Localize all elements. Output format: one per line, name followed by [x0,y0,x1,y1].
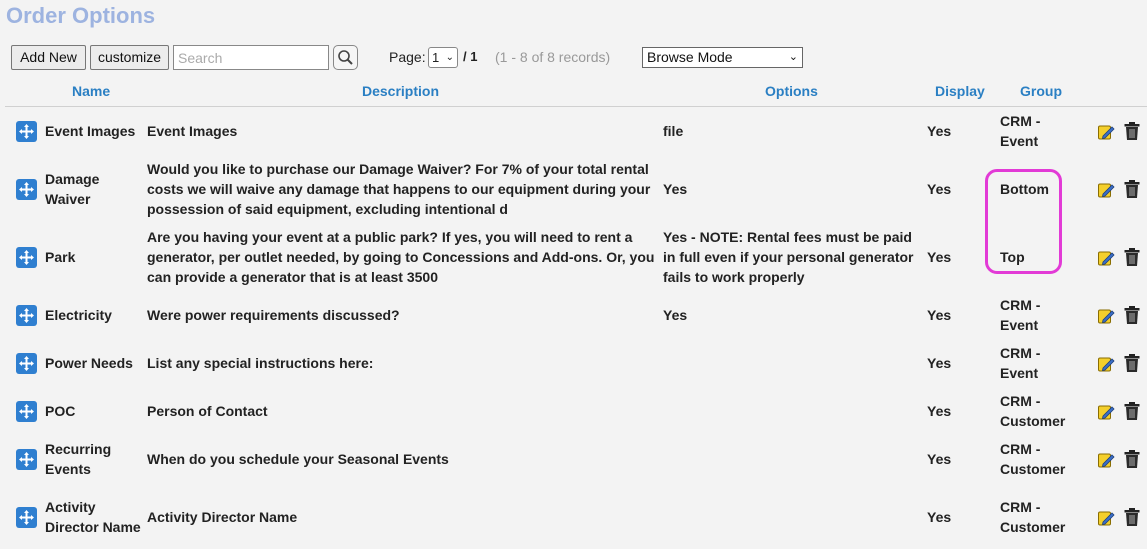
row-group-text: CRM - Customer [1000,499,1066,535]
row-group-text: Top [1000,249,1025,265]
row-options [663,343,918,383]
table-row [0,343,1147,383]
row-options [663,227,918,287]
column-header-display[interactable]: Display [935,83,985,99]
row-description [147,111,657,151]
row-display-text: Yes [927,355,952,371]
row-name [45,343,143,383]
row-name [45,295,143,335]
chevron-down-icon: ⌄ [445,52,454,63]
edit-icon[interactable] [1097,450,1115,470]
row-name [45,439,143,479]
add-new-button[interactable]: Add New [11,45,86,70]
search-button[interactable] [333,45,358,70]
edit-icon[interactable] [1097,354,1115,374]
column-header-description[interactable]: Description [362,83,440,99]
row-display [927,487,967,547]
trash-icon[interactable] [1123,401,1141,421]
move-icon[interactable] [16,353,37,374]
row-name-text: Damage Waiver [45,171,100,207]
row-options-text: Yes - NOTE: Rental fees must be paid in full even if your personal generator fails to work properly [663,229,914,285]
row-name-text: Activity Director Name [45,499,141,535]
table-row [0,391,1147,431]
highlight-annotation [985,169,1062,274]
table-row [0,295,1147,335]
row-options [663,439,918,479]
row-name-text: Electricity [45,307,112,323]
move-icon[interactable] [16,121,37,142]
row-display-text: Yes [927,307,952,323]
page-select-value: 1 [432,50,440,65]
header-divider [5,106,1147,107]
row-name [45,111,143,151]
row-group [1000,111,1080,151]
edit-icon[interactable] [1097,306,1115,326]
mode-select-value: Browse Mode [647,49,733,65]
row-name-text: POC [45,403,76,419]
row-group-text: Bottom [1000,181,1049,197]
row-display-text: Yes [927,249,952,265]
row-options [663,159,918,219]
customize-button[interactable]: customize [90,45,169,70]
row-name-text: Event Images [45,123,136,139]
row-group [1000,343,1080,383]
row-display-text: Yes [927,181,952,197]
records-count: (1 - 8 of 8 records) [495,49,611,65]
row-description-text: Activity Director Name [147,509,298,525]
column-header-options[interactable]: Options [765,83,818,99]
row-description [147,227,657,287]
row-display [927,343,967,383]
row-description-text: When do you schedule your Seasonal Events [147,451,449,467]
row-display [927,159,967,219]
page-select[interactable] [428,47,458,68]
row-options-text: Yes [663,307,688,323]
row-options [663,391,918,431]
row-group-text: CRM - Customer [1000,393,1066,429]
edit-icon[interactable] [1097,248,1115,268]
trash-icon[interactable] [1123,179,1141,199]
row-options [663,487,918,547]
row-group-text: CRM - Event [1000,297,1041,333]
chevron-down-icon: ⌄ [788,51,798,63]
move-icon[interactable] [16,247,37,268]
move-icon[interactable] [16,449,37,470]
row-description [147,295,657,335]
page-label: Page: [389,49,426,65]
row-name [45,159,143,219]
row-description-text: List any special instructions here: [147,355,374,371]
column-header-name[interactable]: Name [72,83,111,99]
row-display [927,295,967,335]
move-icon[interactable] [16,179,37,200]
row-description-text: Were power requirements discussed? [147,307,400,323]
edit-icon[interactable] [1097,402,1115,422]
row-group [1000,391,1080,431]
page-title: Order Options [6,3,156,28]
row-options [663,295,918,335]
row-group [1000,487,1080,547]
row-display [927,227,967,287]
search-input[interactable] [173,45,329,70]
move-icon[interactable] [16,305,37,326]
row-options-text: file [663,123,684,139]
table-row [0,439,1147,479]
row-group-text: CRM - Customer [1000,441,1066,477]
row-description-text: Would you like to purchase our Damage Waiver? For 7% of your total rental costs we will waive any damage that happens to our equipment during your possession of said equipment, excluding intentional d [147,161,651,217]
row-description [147,487,657,547]
trash-icon[interactable] [1123,507,1141,527]
row-display-text: Yes [927,451,952,467]
edit-icon[interactable] [1097,122,1115,142]
mode-select[interactable] [642,47,803,68]
search-icon [334,46,357,69]
move-icon[interactable] [16,401,37,422]
trash-icon[interactable] [1123,305,1141,325]
row-name-text: Recurring Events [45,441,112,477]
row-group [1000,439,1080,479]
edit-icon[interactable] [1097,508,1115,528]
table-row [0,227,1147,287]
row-description-text: Are you having your event at a public park? If yes, you will need to rent a generator, per outlet needed, by going to Concessions and Add-ons. Or, you can provide a generator that is at least 3500 [147,229,655,285]
table-row [0,159,1147,219]
row-display [927,439,967,479]
row-group-text: CRM - Event [1000,345,1041,381]
trash-icon[interactable] [1123,449,1141,469]
edit-icon[interactable] [1097,180,1115,200]
toolbar [11,45,1141,71]
row-description [147,439,657,479]
row-display-text: Yes [927,403,952,419]
row-description [147,159,657,219]
row-group-text: CRM - Event [1000,113,1041,149]
row-name [45,227,143,287]
row-display-text: Yes [927,123,952,139]
table-row [0,487,1147,547]
row-description [147,343,657,383]
move-icon[interactable] [16,507,37,528]
row-display [927,111,967,151]
row-display [927,391,967,431]
row-description-text: Event Images [147,123,238,139]
row-options [663,111,918,151]
row-name-text: Park [45,249,76,265]
row-group [1000,295,1080,335]
row-display-text: Yes [927,509,952,525]
row-name [45,487,143,547]
column-header-group[interactable]: Group [1020,83,1062,99]
row-description-text: Person of Contact [147,403,268,419]
row-description [147,391,657,431]
table-row [0,111,1147,151]
row-name-text: Power Needs [45,355,133,371]
trash-icon[interactable] [1123,121,1141,141]
trash-icon[interactable] [1123,353,1141,373]
page-total: / 1 [463,49,478,64]
row-name [45,391,143,431]
trash-icon[interactable] [1123,247,1141,267]
row-options-text: Yes [663,181,688,197]
